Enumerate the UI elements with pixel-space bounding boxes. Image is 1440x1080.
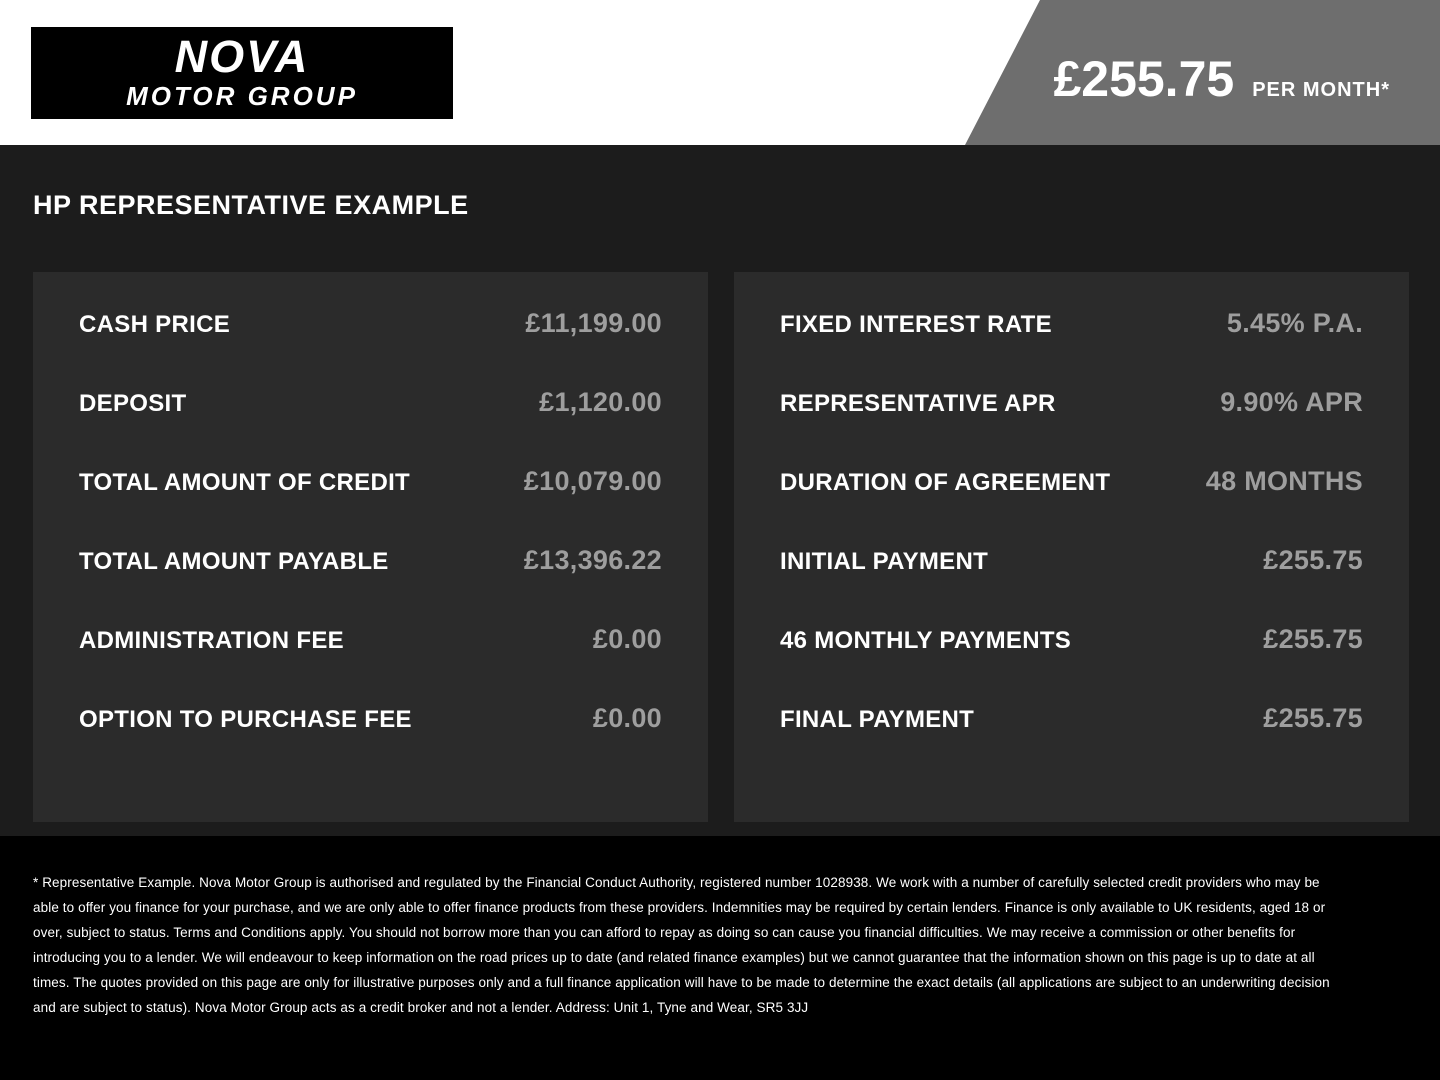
- row-value: £0.00: [592, 703, 662, 733]
- row-label: FINAL PAYMENT: [780, 706, 975, 733]
- logo-secondary-text: MOTOR GROUP: [126, 80, 358, 111]
- monthly-price-period: PER MONTH*: [1252, 79, 1390, 101]
- row-value: £255.75: [1263, 624, 1363, 654]
- table-row: [79, 308, 662, 387]
- page-title: HP REPRESENTATIVE EXAMPLE: [33, 190, 469, 220]
- row-label: OPTION TO PURCHASE FEE: [79, 706, 412, 733]
- row-label: ADMINISTRATION FEE: [79, 627, 344, 654]
- table-row: [79, 624, 662, 703]
- monthly-price-block: [1053, 50, 1390, 108]
- row-label: TOTAL AMOUNT OF CREDIT: [79, 469, 411, 496]
- row-value: £255.75: [1263, 703, 1363, 733]
- table-row: [780, 703, 1363, 782]
- row-value: £255.75: [1263, 545, 1363, 575]
- row-value: 5.45% P.A.: [1226, 308, 1363, 338]
- row-label: FIXED INTEREST RATE: [780, 311, 1052, 338]
- table-row: [79, 387, 662, 466]
- finance-details-panels: [33, 272, 1409, 822]
- table-row: [79, 703, 662, 782]
- table-row: [780, 466, 1363, 545]
- row-value: £10,079.00: [523, 466, 662, 496]
- logo-primary-text: NOVA: [174, 30, 310, 82]
- row-value: £11,199.00: [525, 308, 662, 338]
- footer-disclaimer: [0, 836, 1440, 1080]
- row-label: TOTAL AMOUNT PAYABLE: [79, 548, 389, 575]
- row-value: £13,396.22: [523, 545, 662, 575]
- row-label: DEPOSIT: [79, 390, 187, 417]
- table-row: [780, 545, 1363, 624]
- row-label: REPRESENTATIVE APR: [780, 390, 1056, 417]
- table-row: [79, 466, 662, 545]
- page-header: [0, 0, 1440, 145]
- row-label: 46 MONTHLY PAYMENTS: [780, 627, 1072, 654]
- table-row: [780, 387, 1363, 466]
- row-value: 9.90% APR: [1220, 387, 1363, 417]
- table-row: [780, 624, 1363, 703]
- row-value: £1,120.00: [539, 387, 662, 417]
- table-row: [780, 308, 1363, 387]
- row-label: DURATION OF AGREEMENT: [780, 469, 1111, 496]
- row-label: INITIAL PAYMENT: [780, 548, 989, 575]
- brand-logo: [31, 27, 453, 119]
- finance-panel-left: [33, 272, 708, 822]
- finance-panel-right: [734, 272, 1409, 822]
- table-row: [79, 545, 662, 624]
- row-value: 48 MONTHS: [1205, 466, 1363, 496]
- row-label: CASH PRICE: [79, 311, 231, 338]
- monthly-price-amount: £255.75: [1053, 51, 1235, 107]
- row-value: £0.00: [592, 624, 662, 654]
- disclaimer-text: * Representative Example. Nova Motor Group is authorised and regulated by the Financial Conduct Authority, registered number 1028938. We work with a number of carefully selected credit providers who may be able to offer you finance for your purchase, and we are only able to offer finance products from these providers. Indemnities may be required by certain lenders. Finance is only available to UK residents, aged 18 or over, subject to status. Terms and Conditions apply. You should not borrow more than you can afford to repay as doing so can cause you financial difficulties. We may receive a commission or other benefits for introducing you to a lender. We will endeavour to keep information on the road prices up to date (and related finance examples) but we cannot guarantee that the information shown on this page is up to date at all times. The quotes provided on this page are only for illustrative purposes only and a full finance application will have to be made to determine the exact details (all applications are subject to an underwriting decision and are subject to status). Nova Motor Group acts as a credit broker and not a lender. Address: Unit 1, Tyne and Wear, SR5 3JJ: [33, 875, 1330, 1015]
